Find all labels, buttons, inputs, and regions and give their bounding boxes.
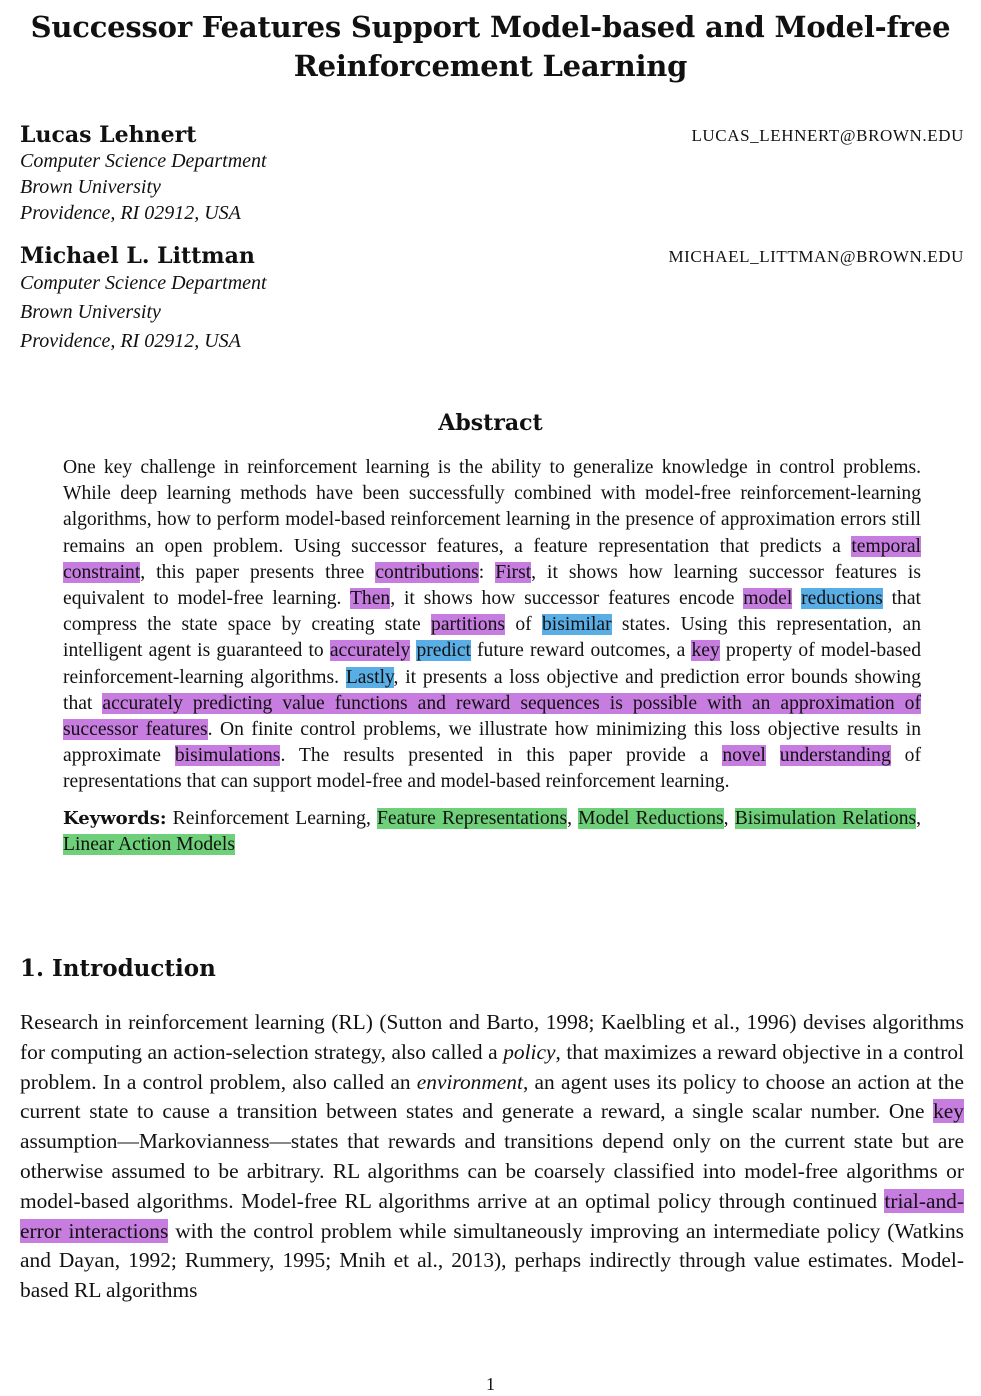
author-block-1 (20, 122, 964, 226)
highlighted-phrase: Linear Action Models (63, 833, 235, 855)
highlighted-phrase: constraint (63, 561, 141, 583)
author-department: Computer Science Department (20, 150, 267, 172)
text-run: , this paper presents three (140, 561, 376, 583)
text-run: of (505, 614, 542, 636)
text-run: future reward outcomes, a (470, 640, 692, 662)
author-address: Providence, RI 02912, USA (20, 202, 241, 224)
italic-term: environment (416, 1069, 523, 1094)
text-run: , it presents a loss objective and prediction error bounds showing that (63, 666, 921, 714)
paper-title (0, 8, 981, 86)
page-number: 1 (486, 1374, 495, 1394)
highlighted-phrase: bisimilar (541, 614, 612, 636)
title-line-2: Reinforcement Learning (293, 49, 688, 83)
text-run: , it shows how learning successor features is equivalent to model-free learning. (63, 561, 922, 610)
section-heading-introduction: 1. Introduction (20, 955, 216, 982)
highlighted-phrase: reductions (801, 588, 883, 610)
text-run: with the control problem while simultaneously improving an intermediate policy (Watkins and Dayan, 1992; Rummery, 1995; Mnih et al., 2013), perhaps indirectly through value estimates. Model-based RL algorithms (20, 1218, 964, 1303)
text-run (792, 588, 801, 609)
text-run: , that maximizes a reward objective in a control problem. In a control problem, also called an (20, 1039, 964, 1094)
introduction-body (20, 1008, 964, 1306)
author-department: Computer Science Department (20, 272, 267, 294)
keywords-line (63, 806, 921, 858)
highlighted-phrase: key (933, 1099, 964, 1124)
text-run: : (478, 561, 496, 583)
text-run: One key challenge in reinforcement learning is the ability to generalize knowledge in control problems. While deep learning methods have been successfully combined with model-free reinforcement-learning algorithms, how to perform model-based reinforcement learning in the presence of approximation errors still remains an open problem. Using successor features, a feature representation that predicts a (63, 457, 921, 557)
author-university: Brown University (20, 301, 161, 323)
text-run: property of model-based reinforcement-learning algorithms. (63, 640, 921, 688)
keywords-list (63, 808, 921, 855)
abstract-text (63, 455, 921, 796)
highlighted-phrase: novel (722, 745, 766, 767)
text-run: , an agent uses its policy to choose an action at the current state to cause a transition between states and generate a reward, a single scalar number. One (20, 1069, 964, 1124)
highlighted-phrase: contributions (375, 561, 479, 583)
title-line-1: Successor Features Support Model-based and Model-free (30, 10, 951, 44)
highlighted-phrase: First (495, 561, 532, 583)
text-run: , (723, 807, 735, 829)
text-run: of representations that can support model-free and model-based reinforcement learning. (63, 745, 921, 793)
highlighted-phrase: temporal (851, 535, 921, 557)
highlighted-phrase: trial-and-error interactions (20, 1188, 964, 1243)
author-email: MICHAEL_LITTMAN@BROWN.EDU (668, 247, 964, 266)
text-run: , (567, 807, 579, 829)
highlighted-phrase: Feature Representations (377, 807, 568, 829)
text-run: , (916, 807, 922, 829)
author-block-2 (20, 243, 964, 356)
author-university: Brown University (20, 176, 161, 198)
highlighted-phrase: accurately predicting value functions and reward sequences is possible with an approximation of successor features (63, 692, 921, 741)
author-name: Lucas Lehnert (20, 122, 197, 148)
text-run: Reinforcement Learning, (166, 807, 378, 829)
keywords-label: Keywords: (63, 807, 167, 829)
abstract-body (63, 455, 921, 858)
highlighted-phrase: Lastly (345, 666, 394, 688)
highlighted-phrase: understanding (779, 745, 891, 767)
abstract-heading: Abstract (438, 410, 543, 436)
text-run: Research in reinforcement learning (RL) (Sutton and Barto, 1998; Kaelbling et al., 1996) devises algorithms for computing an action-selection strategy, also called a (20, 1010, 964, 1064)
text-run: . The results presented in this paper provide a (280, 745, 723, 767)
highlighted-phrase: partitions (431, 614, 506, 636)
text-run: states. Using this representation, an intelligent agent is guaranteed to (63, 614, 922, 662)
text-run: that compress the state space by creating state (63, 588, 921, 636)
highlighted-phrase: accurately (329, 640, 411, 662)
author-address: Providence, RI 02912, USA (20, 330, 241, 352)
text-run: . On finite control problems, we illustrate how minimizing this loss objective results in approximate (63, 719, 921, 767)
text-run: assumption—Markovianness—states that rewards and transitions depend only on the current state but are otherwise assumed to be arbitrary. RL algorithms can be coarsely classified into model-free algorithms or model-based algorithms. Model-free RL algorithms arrive at an optimal policy through continued (20, 1129, 964, 1213)
italic-term: policy (503, 1039, 556, 1064)
text-run (766, 745, 780, 766)
highlighted-phrase: bisimulations (174, 745, 281, 767)
highlighted-phrase: model (743, 588, 793, 610)
author-email: LUCAS_LEHNERT@BROWN.EDU (691, 126, 964, 145)
highlighted-phrase: predict (416, 640, 471, 662)
highlighted-phrase: Model Reductions (578, 807, 724, 829)
text-run: , it shows how successor features encode (390, 588, 744, 610)
introduction-text (20, 1008, 964, 1306)
highlighted-phrase: key (691, 640, 720, 662)
highlighted-phrase: Bisimulation Relations (734, 807, 917, 829)
highlighted-phrase: Then (349, 588, 391, 610)
author-name: Michael L. Littman (20, 243, 255, 269)
